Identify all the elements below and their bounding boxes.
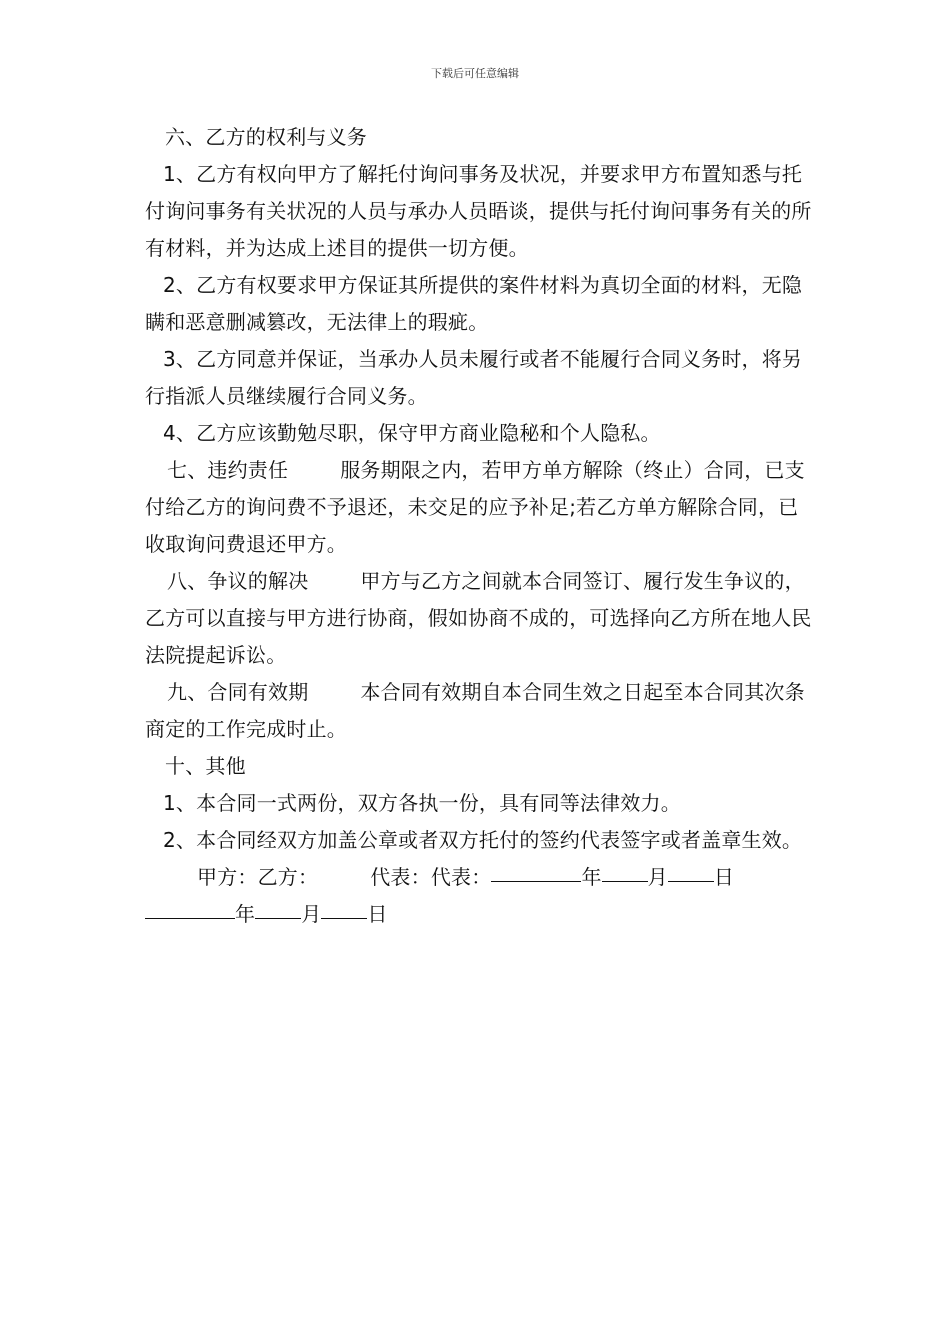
day-blank-pre[interactable] (668, 880, 714, 882)
year-blank-2[interactable] (145, 917, 235, 919)
year-label: 年 (581, 865, 602, 889)
day-blank-2[interactable] (321, 917, 367, 919)
party-b-label: 乙方： (257, 865, 319, 889)
party-a-label: 甲方： (197, 865, 258, 889)
section-7-text: 服务期限之内，若甲方单方解除（终止）合同，已支付给乙方的询问费不予退还，未交足的应予补足;若乙方单方解除合同，已收取询问费退还甲方。 (145, 458, 805, 556)
month-blank[interactable] (602, 880, 648, 882)
rep-b-label: 代表： (430, 865, 492, 889)
month-blank-2[interactable] (255, 917, 301, 919)
section-7 (145, 452, 813, 563)
section-10-title: 十、其他 (165, 754, 246, 778)
section-9 (145, 674, 813, 748)
section-8-text: 甲方与乙方之间就本合同签订、履行发生争议的，乙方可以直接与甲方进行协商，假如协商不成的，可选择向乙方所在地人民法院提起诉讼。 (145, 569, 812, 667)
section-10-item-2-and-signature (145, 822, 813, 933)
rep-a-label: 代表： (370, 865, 431, 889)
month-label-2: 月 (301, 902, 322, 926)
day-label-2: 日 (367, 902, 388, 926)
section-6-item-2: 2、乙方有权要求甲方保证其所提供的案件材料为真切全面的材料，无隐瞒和恶意删减篡改，无法律上的瑕疵。 (145, 273, 803, 334)
section-6-item-1: 1、乙方有权向甲方了解托付询问事务及状况，并要求甲方布置知悉与托付询问事务有关状况的人员与承办人员晤谈，提供与托付询问事务有关的所有材料，并为达成上述目的提供一切方便。 (145, 162, 812, 260)
day-label: 日 (713, 865, 735, 889)
section-9-text: 本合同有效期自本合同生效之日起至本合同其次条商定的工作完成时止。 (145, 680, 805, 741)
section-10-item-1: 1、本合同一式两份，双方各执一份，具有同等法律效力。 (163, 791, 681, 815)
section-10-item-2: 2、本合同经双方加盖公章或者双方托付的签约代表签字或者盖章生效。 (163, 828, 803, 852)
section-7-title: 七、违约责任 (167, 458, 289, 482)
page-header-note: 下载后可任意编辑 (431, 67, 519, 80)
section-6-title: 六、乙方的权利与义务 (165, 125, 367, 149)
contract-body (145, 119, 813, 933)
section-8 (145, 563, 813, 674)
section-6-item-4: 4、乙方应该勤勉尽职，保守甲方商业隐秘和个人隐私。 (163, 421, 661, 445)
year-blank[interactable] (491, 880, 581, 882)
section-8-title: 八、争议的解决 (167, 569, 309, 593)
month-label: 月 (647, 865, 668, 889)
section-9-title: 九、合同有效期 (167, 680, 309, 704)
year-label-2: 年 (235, 902, 256, 926)
section-6-item-3: 3、乙方同意并保证，当承办人员未履行或者不能履行合同义务时，将另行指派人员继续履行合同义务。 (145, 347, 803, 408)
